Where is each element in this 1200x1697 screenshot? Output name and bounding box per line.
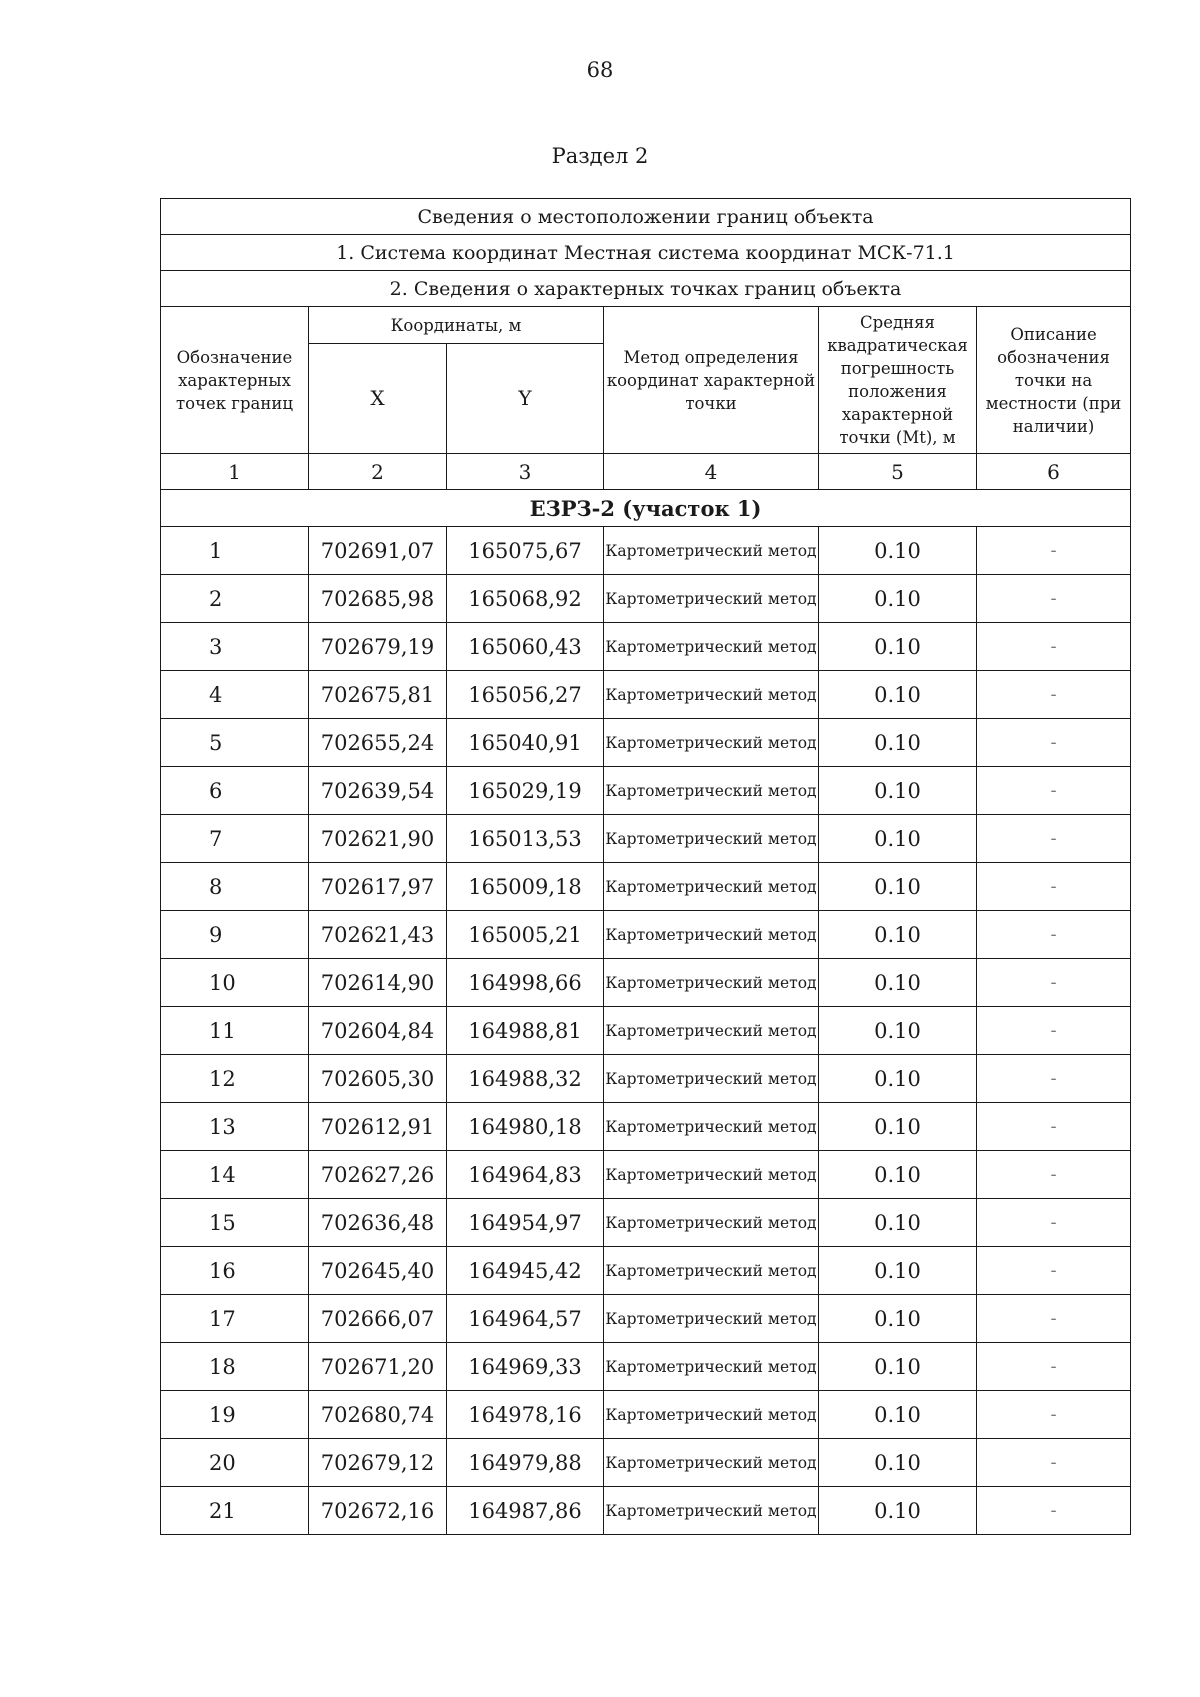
coord-x: 702605,30 bbox=[309, 1055, 447, 1103]
coord-y: 164988,32 bbox=[447, 1055, 604, 1103]
point-number: 3 bbox=[161, 623, 309, 671]
accuracy-mt: 0.10 bbox=[819, 527, 977, 575]
method: Картометрический метод bbox=[604, 623, 819, 671]
coord-y: 164945,42 bbox=[447, 1247, 604, 1295]
accuracy-mt: 0.10 bbox=[819, 719, 977, 767]
table-row bbox=[161, 719, 1131, 767]
point-number: 11 bbox=[161, 1007, 309, 1055]
column-number: 2 bbox=[309, 454, 447, 490]
table-row bbox=[161, 1343, 1131, 1391]
coord-y: 165075,67 bbox=[447, 527, 604, 575]
table-row bbox=[161, 959, 1131, 1007]
coord-x: 702636,48 bbox=[309, 1199, 447, 1247]
table-title: Сведения о местоположении границ объекта bbox=[161, 199, 1131, 235]
point-description: - bbox=[977, 1007, 1131, 1055]
method: Картометрический метод bbox=[604, 527, 819, 575]
coord-x: 702621,43 bbox=[309, 911, 447, 959]
point-description: - bbox=[977, 623, 1131, 671]
header-coordinates: Координаты, м bbox=[309, 307, 604, 344]
accuracy-mt: 0.10 bbox=[819, 1295, 977, 1343]
coord-y: 165060,43 bbox=[447, 623, 604, 671]
method: Картометрический метод bbox=[604, 1199, 819, 1247]
coord-x: 702645,40 bbox=[309, 1247, 447, 1295]
coord-x: 702621,90 bbox=[309, 815, 447, 863]
coord-x: 702614,90 bbox=[309, 959, 447, 1007]
point-number: 12 bbox=[161, 1055, 309, 1103]
method: Картометрический метод bbox=[604, 959, 819, 1007]
point-number: 15 bbox=[161, 1199, 309, 1247]
accuracy-mt: 0.10 bbox=[819, 1439, 977, 1487]
accuracy-mt: 0.10 bbox=[819, 959, 977, 1007]
point-number: 4 bbox=[161, 671, 309, 719]
point-number: 8 bbox=[161, 863, 309, 911]
coord-y: 165009,18 bbox=[447, 863, 604, 911]
point-number: 16 bbox=[161, 1247, 309, 1295]
method: Картометрический метод bbox=[604, 863, 819, 911]
table-row bbox=[161, 1439, 1131, 1487]
coord-y: 164969,33 bbox=[447, 1343, 604, 1391]
accuracy-mt: 0.10 bbox=[819, 1055, 977, 1103]
table-row bbox=[161, 1151, 1131, 1199]
coord-y: 165068,92 bbox=[447, 575, 604, 623]
point-description: - bbox=[977, 1055, 1131, 1103]
table-row bbox=[161, 863, 1131, 911]
method: Картометрический метод bbox=[604, 575, 819, 623]
column-number: 3 bbox=[447, 454, 604, 490]
point-description: - bbox=[977, 575, 1131, 623]
coord-x: 702680,74 bbox=[309, 1391, 447, 1439]
point-number: 5 bbox=[161, 719, 309, 767]
point-description: - bbox=[977, 1391, 1131, 1439]
table-row bbox=[161, 1007, 1131, 1055]
coord-y: 164978,16 bbox=[447, 1391, 604, 1439]
table-row bbox=[161, 1199, 1131, 1247]
coord-x: 702655,24 bbox=[309, 719, 447, 767]
coord-x: 702639,54 bbox=[309, 767, 447, 815]
method: Картометрический метод bbox=[604, 1391, 819, 1439]
method: Картометрический метод bbox=[604, 1343, 819, 1391]
column-number: 6 bbox=[977, 454, 1131, 490]
method: Картометрический метод bbox=[604, 911, 819, 959]
table-row bbox=[161, 1103, 1131, 1151]
method: Картометрический метод bbox=[604, 1439, 819, 1487]
method: Картометрический метод bbox=[604, 1007, 819, 1055]
page-number: 68 bbox=[586, 58, 614, 82]
method: Картометрический метод bbox=[604, 1103, 819, 1151]
header-accuracy: Средняя квадратическая погрешность положения характерной точки (Mt), м bbox=[819, 307, 977, 454]
point-description: - bbox=[977, 959, 1131, 1007]
point-description: - bbox=[977, 1487, 1131, 1535]
column-number: 1 bbox=[161, 454, 309, 490]
column-numbers-row bbox=[161, 454, 1131, 490]
column-number: 4 bbox=[604, 454, 819, 490]
accuracy-mt: 0.10 bbox=[819, 1199, 977, 1247]
table-row bbox=[161, 767, 1131, 815]
coord-x: 702679,19 bbox=[309, 623, 447, 671]
coord-y: 164954,97 bbox=[447, 1199, 604, 1247]
method: Картометрический метод bbox=[604, 1487, 819, 1535]
point-description: - bbox=[977, 1247, 1131, 1295]
method: Картометрический метод bbox=[604, 815, 819, 863]
point-number: 6 bbox=[161, 767, 309, 815]
point-number: 14 bbox=[161, 1151, 309, 1199]
method: Картометрический метод bbox=[604, 719, 819, 767]
point-description: - bbox=[977, 767, 1131, 815]
method: Картометрический метод bbox=[604, 1295, 819, 1343]
coord-y: 165005,21 bbox=[447, 911, 604, 959]
coord-y: 165040,91 bbox=[447, 719, 604, 767]
coord-x: 702679,12 bbox=[309, 1439, 447, 1487]
accuracy-mt: 0.10 bbox=[819, 1007, 977, 1055]
accuracy-mt: 0.10 bbox=[819, 575, 977, 623]
header-y: Y bbox=[447, 344, 604, 454]
accuracy-mt: 0.10 bbox=[819, 1343, 977, 1391]
table-row bbox=[161, 815, 1131, 863]
coord-y: 164964,83 bbox=[447, 1151, 604, 1199]
point-number: 21 bbox=[161, 1487, 309, 1535]
coord-y: 164987,86 bbox=[447, 1487, 604, 1535]
coord-y: 164979,88 bbox=[447, 1439, 604, 1487]
accuracy-mt: 0.10 bbox=[819, 671, 977, 719]
coord-x: 702675,81 bbox=[309, 671, 447, 719]
section-title: Раздел 2 bbox=[551, 144, 649, 168]
accuracy-mt: 0.10 bbox=[819, 1247, 977, 1295]
coord-x: 702671,20 bbox=[309, 1343, 447, 1391]
coord-y: 164964,57 bbox=[447, 1295, 604, 1343]
coord-x: 702627,26 bbox=[309, 1151, 447, 1199]
zone-title: ЕЗРЗ-2 (участок 1) bbox=[161, 490, 1131, 527]
coord-y: 165029,19 bbox=[447, 767, 604, 815]
method: Картометрический метод bbox=[604, 1247, 819, 1295]
accuracy-mt: 0.10 bbox=[819, 1487, 977, 1535]
accuracy-mt: 0.10 bbox=[819, 1151, 977, 1199]
method: Картометрический метод bbox=[604, 1151, 819, 1199]
table-row bbox=[161, 1055, 1131, 1103]
point-description: - bbox=[977, 911, 1131, 959]
method: Картометрический метод bbox=[604, 1055, 819, 1103]
accuracy-mt: 0.10 bbox=[819, 815, 977, 863]
column-number: 5 bbox=[819, 454, 977, 490]
point-number: 20 bbox=[161, 1439, 309, 1487]
accuracy-mt: 0.10 bbox=[819, 863, 977, 911]
coord-y: 164980,18 bbox=[447, 1103, 604, 1151]
point-number: 18 bbox=[161, 1343, 309, 1391]
coord-x: 702691,07 bbox=[309, 527, 447, 575]
table-row bbox=[161, 575, 1131, 623]
coord-y: 164998,66 bbox=[447, 959, 604, 1007]
point-number: 2 bbox=[161, 575, 309, 623]
table-row bbox=[161, 1391, 1131, 1439]
coord-x: 702604,84 bbox=[309, 1007, 447, 1055]
coord-x: 702685,98 bbox=[309, 575, 447, 623]
point-description: - bbox=[977, 1199, 1131, 1247]
table-row bbox=[161, 623, 1131, 671]
point-description: - bbox=[977, 671, 1131, 719]
coord-x: 702666,07 bbox=[309, 1295, 447, 1343]
header-point-label: Обозначение характерных точек границ bbox=[161, 307, 309, 454]
accuracy-mt: 0.10 bbox=[819, 767, 977, 815]
coord-x: 702672,16 bbox=[309, 1487, 447, 1535]
point-number: 17 bbox=[161, 1295, 309, 1343]
accuracy-mt: 0.10 bbox=[819, 1103, 977, 1151]
table-row bbox=[161, 527, 1131, 575]
points-caption: 2. Сведения о характерных точках границ объекта bbox=[161, 271, 1131, 307]
point-number: 19 bbox=[161, 1391, 309, 1439]
point-description: - bbox=[977, 1439, 1131, 1487]
coord-x: 702617,97 bbox=[309, 863, 447, 911]
boundary-points-table bbox=[160, 198, 1131, 1535]
point-number: 1 bbox=[161, 527, 309, 575]
point-number: 13 bbox=[161, 1103, 309, 1151]
table-row bbox=[161, 1247, 1131, 1295]
point-description: - bbox=[977, 1103, 1131, 1151]
header-method: Метод определения координат характерной точки bbox=[604, 307, 819, 454]
method: Картометрический метод bbox=[604, 767, 819, 815]
point-description: - bbox=[977, 1295, 1131, 1343]
table-row bbox=[161, 671, 1131, 719]
point-description: - bbox=[977, 815, 1131, 863]
method: Картометрический метод bbox=[604, 671, 819, 719]
accuracy-mt: 0.10 bbox=[819, 911, 977, 959]
coordinate-system: 1. Система координат Местная система координат МСК-71.1 bbox=[161, 235, 1131, 271]
point-description: - bbox=[977, 719, 1131, 767]
point-number: 9 bbox=[161, 911, 309, 959]
point-description: - bbox=[977, 863, 1131, 911]
point-description: - bbox=[977, 1343, 1131, 1391]
point-number: 10 bbox=[161, 959, 309, 1007]
coord-y: 165013,53 bbox=[447, 815, 604, 863]
table-row bbox=[161, 911, 1131, 959]
coord-y: 164988,81 bbox=[447, 1007, 604, 1055]
coord-y: 165056,27 bbox=[447, 671, 604, 719]
table-row bbox=[161, 1487, 1131, 1535]
accuracy-mt: 0.10 bbox=[819, 623, 977, 671]
table-row bbox=[161, 1295, 1131, 1343]
point-description: - bbox=[977, 1151, 1131, 1199]
header-x: X bbox=[309, 344, 447, 454]
header-description: Описание обозначения точки на местности (при наличии) bbox=[977, 307, 1131, 454]
point-description: - bbox=[977, 527, 1131, 575]
coord-x: 702612,91 bbox=[309, 1103, 447, 1151]
point-number: 7 bbox=[161, 815, 309, 863]
accuracy-mt: 0.10 bbox=[819, 1391, 977, 1439]
